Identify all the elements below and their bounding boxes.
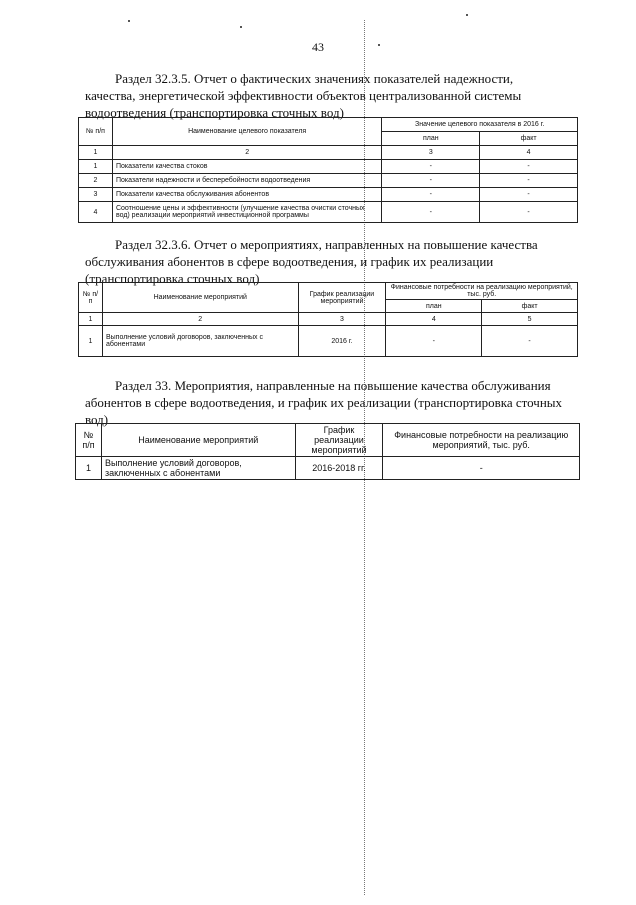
header-indicator-name: Наименование целевого показателя: [112, 118, 381, 146]
header-plan: план: [382, 132, 480, 146]
row-fact: -: [480, 160, 578, 174]
scan-speck: [240, 26, 242, 28]
row-fact: -: [480, 174, 578, 188]
section-33-heading: [85, 377, 570, 428]
row-name: Соотношение цены и эффективности (улучшение качества очистки сточных вод) реализации мероприятий инвестиционной программы: [112, 202, 381, 223]
row-plan: -: [382, 174, 480, 188]
row-num: 1: [76, 457, 102, 480]
header-measure-name: Наименование мероприятий: [101, 424, 295, 457]
header-finance: Финансовые потребности на реализацию мероприятий, тыс. руб.: [383, 424, 580, 457]
heading-line: водоотведения (транспортировка сточных вод): [85, 105, 344, 120]
header-num: № п/п: [79, 283, 103, 313]
index-cell: 3: [382, 146, 480, 160]
row-name: Выполнение условий договоров, заключенных с абонентами: [101, 457, 295, 480]
index-cell: 4: [386, 313, 482, 326]
table-row: [79, 174, 578, 188]
index-cell: 5: [482, 313, 578, 326]
header-measure-name: Наименование мероприятий: [102, 283, 298, 313]
heading-line: обслуживания абонентов в сфере водоотведения, и график их реализации: [85, 254, 494, 269]
header-fact: факт: [480, 132, 578, 146]
row-schedule: 2016-2018 гг.: [295, 457, 383, 480]
row-schedule: 2016 г.: [298, 326, 386, 357]
heading-line: вод): [85, 412, 109, 427]
row-finance: -: [383, 457, 580, 480]
index-cell: 1: [79, 313, 103, 326]
row-name: Выполнение условий договоров, заключенных с абонентами: [102, 326, 298, 357]
index-cell: 2: [112, 146, 381, 160]
header-fact: факт: [482, 300, 578, 313]
index-cell: 2: [102, 313, 298, 326]
header-num: № п/п: [76, 424, 102, 457]
table-row: [76, 457, 580, 480]
measures-schedule-table: [75, 423, 580, 480]
table-row: [79, 188, 578, 202]
row-name: Показатели качества стоков: [112, 160, 381, 174]
index-cell: 3: [298, 313, 386, 326]
header-indicator-value: Значение целевого показателя в 2016 г.: [382, 118, 578, 132]
row-num: 4: [79, 202, 113, 223]
heading-line: (транспортировка сточных вод): [85, 271, 260, 286]
index-cell: 4: [480, 146, 578, 160]
row-name: Показатели качества обслуживания абонентов: [112, 188, 381, 202]
section-32-3-5-heading: [85, 70, 570, 121]
table-row: [79, 326, 578, 357]
table-row: [79, 202, 578, 223]
heading-line: Раздел 32.3.6. Отчет о мероприятиях, направленных на повышение качества: [115, 237, 538, 252]
header-schedule: График реализации мероприятий: [298, 283, 386, 313]
header-finance: Финансовые потребности на реализацию мероприятий, тыс. руб.: [386, 283, 578, 300]
index-cell: 1: [79, 146, 113, 160]
row-plan: -: [382, 188, 480, 202]
header-plan: план: [386, 300, 482, 313]
row-plan: -: [386, 326, 482, 357]
heading-line: качества, энергетической эффективности объектов централизованной системы: [85, 88, 522, 103]
row-name: Показатели надежности и бесперебойности водоотведения: [112, 174, 381, 188]
row-num: 3: [79, 188, 113, 202]
page-number: 43: [312, 40, 324, 54]
scan-speck: [466, 14, 468, 16]
row-fact: -: [480, 188, 578, 202]
table-row: [79, 160, 578, 174]
table-index-row: [79, 146, 578, 160]
header-schedule: График реализации мероприятий: [295, 424, 383, 457]
header-num: № п/п: [79, 118, 113, 146]
row-plan: -: [382, 160, 480, 174]
row-num: 1: [79, 160, 113, 174]
row-plan: -: [382, 202, 480, 223]
heading-line: Раздел 32.3.5. Отчет о фактических значениях показателей надежности,: [115, 71, 514, 86]
row-fact: -: [482, 326, 578, 357]
scan-speck: [128, 20, 130, 22]
heading-line: абонентов в сфере водоотведения, и график их реализации (транспортировка сточных: [85, 395, 563, 410]
heading-line: Раздел 33. Мероприятия, направленные на повышение качества обслуживания: [115, 378, 551, 393]
measures-report-table: [78, 282, 578, 357]
row-num: 2: [79, 174, 113, 188]
section-32-3-6-heading: [85, 236, 570, 287]
row-num: 1: [79, 326, 103, 357]
table-index-row: [79, 313, 578, 326]
target-indicators-table: [78, 117, 578, 223]
row-fact: -: [480, 202, 578, 223]
